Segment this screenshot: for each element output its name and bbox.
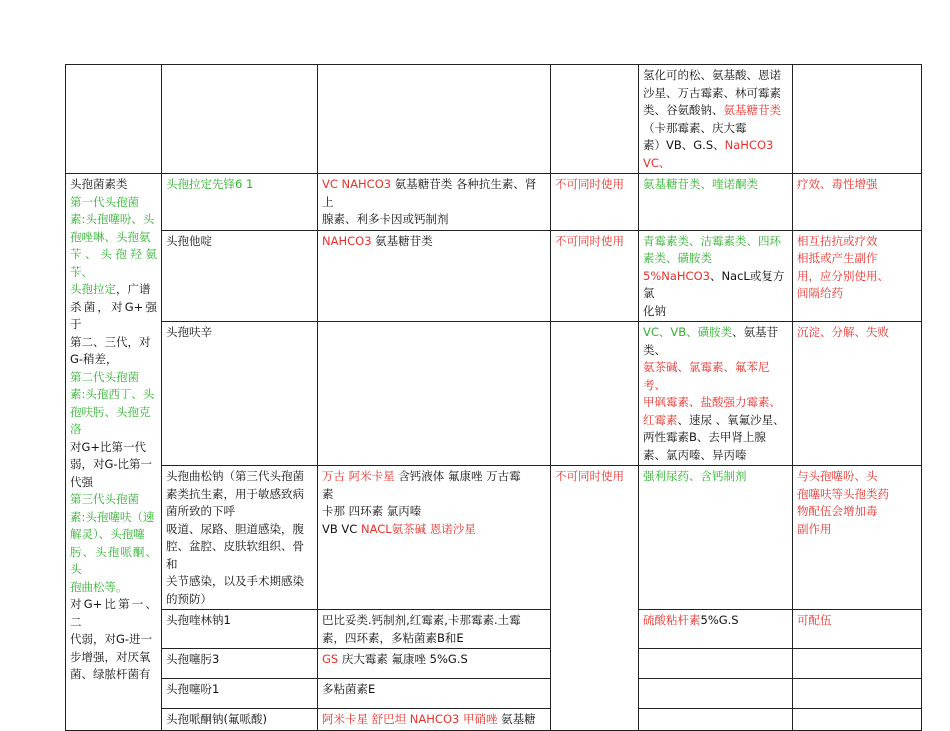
- text-segment: 素类抗生素，用于敏感致病: [166, 486, 304, 501]
- incompatible-drugs-cell: [318, 466, 551, 610]
- text-line: [797, 324, 917, 342]
- effect-cell: 不可同时使用: [551, 174, 639, 231]
- text-segment: 相互拮抗或疗效: [797, 233, 878, 248]
- text-segment: 相抵或产生副作: [797, 251, 878, 265]
- drug-name-cell: [162, 709, 318, 731]
- text-line: [70, 474, 157, 492]
- text-segment: 孢呋肟、头孢克: [70, 404, 151, 419]
- text-segment: 硫酸粘杆素: [643, 613, 701, 627]
- text-segment: VC、VB、磺胺类: [643, 325, 733, 339]
- text-segment: 素、氯丙嗪、异丙嗪: [643, 447, 747, 462]
- table-cell: [66, 65, 162, 174]
- text-line: [643, 394, 788, 412]
- text-segment: 菌、绿脓杆菌有: [70, 667, 151, 681]
- text-line: [797, 285, 917, 303]
- text-segment: 氨基糖苷类: [723, 103, 781, 117]
- text-segment: 关节感染，以及手术期感染: [166, 574, 304, 588]
- category-cell: [66, 174, 162, 731]
- text-line: [322, 211, 546, 229]
- text-segment: 多粘菌素E: [322, 682, 376, 696]
- text-segment: 头孢他啶: [166, 233, 212, 248]
- text-line: [166, 176, 313, 194]
- text-segment: 、NacL或复方氯: [643, 268, 785, 300]
- text-line: [70, 596, 157, 631]
- text-segment: 第二代头孢菌: [70, 369, 139, 384]
- text-line: [70, 544, 157, 579]
- text-segment: 头孢哌酮钠(氟哌酸): [166, 712, 267, 726]
- drug-name-cell: [162, 679, 318, 709]
- text-line: [70, 281, 157, 299]
- text-line: [70, 176, 157, 194]
- table-row: [66, 230, 922, 322]
- text-line: [643, 359, 788, 394]
- text-segment: NACL氨茶碱 恩诺沙星: [360, 521, 476, 536]
- text-segment: 甲砜霉素、盐酸强力霉素、: [643, 395, 781, 409]
- text-line: [797, 233, 917, 251]
- text-line: [70, 649, 157, 667]
- text-segment: 孢噻呋等头孢类药: [797, 486, 889, 501]
- text-segment: 类、谷氨酸钠、: [643, 103, 724, 117]
- result-cell: [793, 610, 922, 649]
- text-line: [322, 711, 546, 729]
- text-segment: 头孢拉定: [70, 282, 116, 296]
- text-segment: GS: [322, 652, 342, 666]
- related-drugs-cell: [639, 174, 793, 231]
- text-segment: 疗效、毒性增强: [797, 177, 878, 191]
- effect-cell: 不可同时使用: [551, 466, 639, 610]
- text-segment: 素，四环素，多粘菌素B和E: [322, 630, 464, 645]
- text-line: [643, 67, 788, 85]
- table-row: [66, 322, 922, 466]
- text-segment: NAHCO3: [322, 233, 376, 248]
- text-segment: 阿米卡星 舒巴坦 NAHCO3 甲硝唑: [322, 712, 502, 726]
- text-segment: 代弱，对G-进一: [70, 632, 153, 646]
- text-segment: 步增强，对厌氧: [70, 649, 151, 664]
- table-row: [66, 466, 922, 610]
- related-drugs-cell: [639, 610, 793, 649]
- text-segment: 氨基糖苷类: [375, 233, 433, 248]
- text-segment: 青霉素类、洁霉素类、四环: [643, 233, 781, 248]
- text-segment: 代强: [70, 474, 93, 489]
- text-line: [70, 386, 157, 404]
- text-segment: 氨基糖: [501, 712, 536, 726]
- table-row: [66, 610, 922, 649]
- text-line: [797, 176, 917, 194]
- text-line: [166, 591, 313, 609]
- table-row: [66, 709, 922, 731]
- text-segment: 素）VB、G.S、: [643, 138, 725, 152]
- text-line: [643, 468, 788, 486]
- result-cell: [793, 174, 922, 231]
- text-line: [322, 630, 546, 648]
- text-segment: G-稍差，: [70, 352, 118, 366]
- text-segment: 头孢喹林钠1: [166, 613, 231, 627]
- table-cell: [551, 65, 639, 174]
- text-line: [643, 120, 788, 138]
- text-line: [322, 233, 546, 251]
- text-segment: 强利尿药、含钙制剂: [643, 469, 747, 483]
- text-segment: 用，应分别使用、: [797, 268, 889, 283]
- text-segment: 孢唑啉、头孢氨: [70, 229, 151, 244]
- text-segment: 素:头孢西丁、头: [70, 387, 155, 401]
- text-line: [70, 404, 157, 422]
- text-line: [643, 303, 788, 321]
- text-segment: 解灵）、头孢噻: [70, 527, 145, 541]
- text-segment: 、氨基苷类、: [643, 325, 779, 357]
- drug-compatibility-table: [65, 64, 922, 731]
- text-segment: 卡那 四环素 氯丙嗪: [322, 504, 422, 518]
- table-row: [66, 649, 922, 679]
- text-segment: 头孢菌素类: [70, 177, 128, 191]
- text-segment: 吸道、尿路、胆道感染，腹: [166, 521, 304, 536]
- text-line: [70, 491, 157, 509]
- text-line: [70, 229, 157, 247]
- table-row: [66, 65, 922, 174]
- text-segment: 间隔给药: [797, 286, 843, 300]
- text-segment: 的预防）: [166, 591, 212, 606]
- result-cell: [793, 649, 922, 679]
- text-segment: 素: [322, 486, 334, 501]
- text-segment: 巴比妥类.钙制剂,红霉素,卡那霉素.土霉: [322, 613, 521, 627]
- text-line: [166, 324, 313, 342]
- text-segment: 含钙液体 氟康唑 万古霉: [398, 469, 521, 483]
- text-line: [322, 486, 546, 504]
- text-segment: 庆大霉素 氟康唑 5%G.S: [341, 652, 468, 666]
- text-line: [643, 412, 788, 430]
- text-line: [70, 421, 157, 439]
- related-drugs-cell: [639, 322, 793, 466]
- text-line: [643, 250, 788, 268]
- text-segment: 氨基糖苷类、喹诺酮类: [643, 177, 758, 191]
- related-drugs-cell: [639, 65, 793, 174]
- related-drugs-cell: [639, 230, 793, 322]
- text-line: [70, 456, 157, 474]
- text-segment: 素:头孢噻吩、头: [70, 212, 155, 226]
- text-line: [643, 137, 788, 172]
- incompatible-drugs-cell: [318, 322, 551, 466]
- text-segment: 物配伍会增加毒: [797, 504, 878, 518]
- text-line: [166, 711, 313, 729]
- text-line: [166, 468, 313, 486]
- related-drugs-cell: [639, 466, 793, 610]
- incompatible-drugs-cell: [318, 649, 551, 679]
- text-line: [70, 526, 157, 544]
- text-line: [322, 521, 546, 539]
- text-line: [70, 351, 157, 369]
- effect-cell: [551, 322, 639, 466]
- text-segment: 沉淀、分解、失败: [797, 325, 889, 339]
- table-cell: [793, 65, 922, 174]
- text-line: [797, 268, 917, 286]
- text-segment: ，广谱: [116, 282, 151, 296]
- text-segment: 杀菌，对G+强于: [70, 299, 157, 331]
- incompatible-drugs-cell: [318, 230, 551, 322]
- text-line: [70, 509, 157, 527]
- text-line: [797, 486, 917, 504]
- text-line: [797, 521, 917, 539]
- effect-cell: [551, 610, 639, 731]
- text-line: [70, 666, 157, 684]
- table-cell: [162, 65, 318, 174]
- text-segment: 沙星、万古霉素、林可霉素: [643, 85, 781, 100]
- text-segment: 洛: [70, 422, 82, 436]
- text-segment: 素:头孢噻呋（速: [70, 509, 155, 524]
- text-segment: 头孢拉定先锋6 1: [166, 177, 254, 191]
- text-line: [322, 681, 546, 699]
- text-line: [70, 194, 157, 212]
- drug-name-cell: [162, 230, 318, 322]
- text-line: [166, 651, 313, 669]
- result-cell: [793, 466, 922, 610]
- text-segment: 对G+比第一、二: [70, 597, 157, 629]
- text-segment: 氨茶碱、氯霉素、氟苯尼考、: [643, 360, 770, 392]
- text-segment: 红霉素: [643, 412, 678, 427]
- text-line: [643, 447, 788, 465]
- table-row: [66, 174, 922, 231]
- text-segment: 头孢噻吩1: [166, 682, 220, 696]
- text-segment: 第二、三代，对: [70, 334, 151, 349]
- text-segment: 5%NaHCO3: [643, 268, 710, 283]
- text-segment: 副作用: [797, 521, 832, 536]
- text-segment: VC NAHCO3: [322, 177, 395, 191]
- result-cell: [793, 709, 922, 731]
- text-segment: 对G+比第一代: [70, 439, 147, 454]
- text-line: [797, 503, 917, 521]
- incompatible-drugs-cell: [318, 174, 551, 231]
- table-cell: [318, 65, 551, 174]
- text-segment: 弱，对G-比第一: [70, 457, 153, 471]
- related-drugs-cell: [639, 679, 793, 709]
- result-cell: [793, 230, 922, 322]
- text-line: [322, 468, 546, 486]
- text-line: [166, 233, 313, 251]
- text-segment: 万古 阿米卡星: [322, 469, 399, 483]
- related-drugs-cell: [639, 709, 793, 731]
- text-segment: 头孢噻肟3: [166, 652, 220, 666]
- text-segment: 苄、头孢羟氨苄、: [70, 247, 157, 279]
- text-line: [797, 612, 917, 630]
- text-segment: 5%G.S: [700, 613, 739, 627]
- text-segment: 与头孢噻吩、头: [797, 469, 878, 483]
- drug-name-cell: [162, 649, 318, 679]
- table-row: [66, 679, 922, 709]
- text-line: [643, 176, 788, 194]
- text-line: [70, 299, 157, 334]
- text-line: [643, 429, 788, 447]
- text-line: [70, 334, 157, 352]
- effect-cell: 不可同时使用: [551, 230, 639, 322]
- text-line: [643, 85, 788, 103]
- text-line: [166, 612, 313, 630]
- text-segment: VB VC: [322, 521, 361, 536]
- drug-name-cell: [162, 322, 318, 466]
- text-line: [797, 468, 917, 486]
- text-line: [322, 503, 546, 521]
- text-line: [166, 521, 313, 539]
- incompatible-drugs-cell: [318, 709, 551, 731]
- text-segment: 腔、盆腔、皮肤软组织、骨和: [166, 539, 304, 571]
- result-cell: [793, 322, 922, 466]
- text-line: [322, 612, 546, 630]
- text-segment: 第三代头孢菌: [70, 492, 139, 506]
- text-line: [70, 211, 157, 229]
- text-line: [70, 246, 157, 281]
- text-line: [643, 324, 788, 359]
- text-segment: 、速尿 、氧氟沙星、: [677, 412, 785, 427]
- text-segment: 氢化可的松、氨基酸、恩诺: [643, 68, 781, 82]
- text-line: [643, 268, 788, 303]
- text-segment: 化钠: [643, 303, 666, 318]
- text-line: [643, 233, 788, 251]
- result-cell: [793, 679, 922, 709]
- text-line: [797, 250, 917, 268]
- text-line: [70, 439, 157, 457]
- incompatible-drugs-cell: [318, 610, 551, 649]
- related-drugs-cell: [639, 649, 793, 679]
- incompatible-drugs-cell: [318, 679, 551, 709]
- text-line: [166, 681, 313, 699]
- text-line: [166, 486, 313, 504]
- text-line: [166, 573, 313, 591]
- text-line: [322, 651, 546, 669]
- drug-name-cell: [162, 466, 318, 610]
- text-segment: 肟、头孢哌酮、头: [70, 544, 157, 576]
- text-line: [70, 579, 157, 597]
- text-segment: 头孢曲松钠（第三代头孢菌: [166, 469, 304, 483]
- text-line: [70, 369, 157, 387]
- text-segment: 腺素、利多卡因或钙制剂: [322, 212, 449, 226]
- text-line: [643, 102, 788, 120]
- text-line: [166, 503, 313, 521]
- text-segment: 可配伍: [797, 613, 832, 627]
- text-segment: 素类、磺胺类: [643, 251, 712, 265]
- drug-name-cell: [162, 610, 318, 649]
- text-segment: 两性霉素B、去甲肾上腺: [643, 430, 766, 444]
- text-segment: 孢曲松等。: [70, 579, 128, 594]
- text-segment: 氨基糖苷类 各种抗生素、肾上: [322, 177, 537, 209]
- text-line: [322, 176, 546, 211]
- drug-name-cell: [162, 174, 318, 231]
- text-segment: （卡那霉素、庆大霉: [643, 120, 747, 135]
- text-segment: NaHCO3 VC、: [643, 138, 774, 170]
- text-line: [166, 538, 313, 573]
- text-segment: 头孢呋辛: [166, 325, 212, 339]
- text-segment: 第一代头孢菌: [70, 194, 139, 209]
- text-line: [70, 631, 157, 649]
- text-segment: 菌所致的下呼: [166, 504, 235, 518]
- text-line: [643, 612, 788, 630]
